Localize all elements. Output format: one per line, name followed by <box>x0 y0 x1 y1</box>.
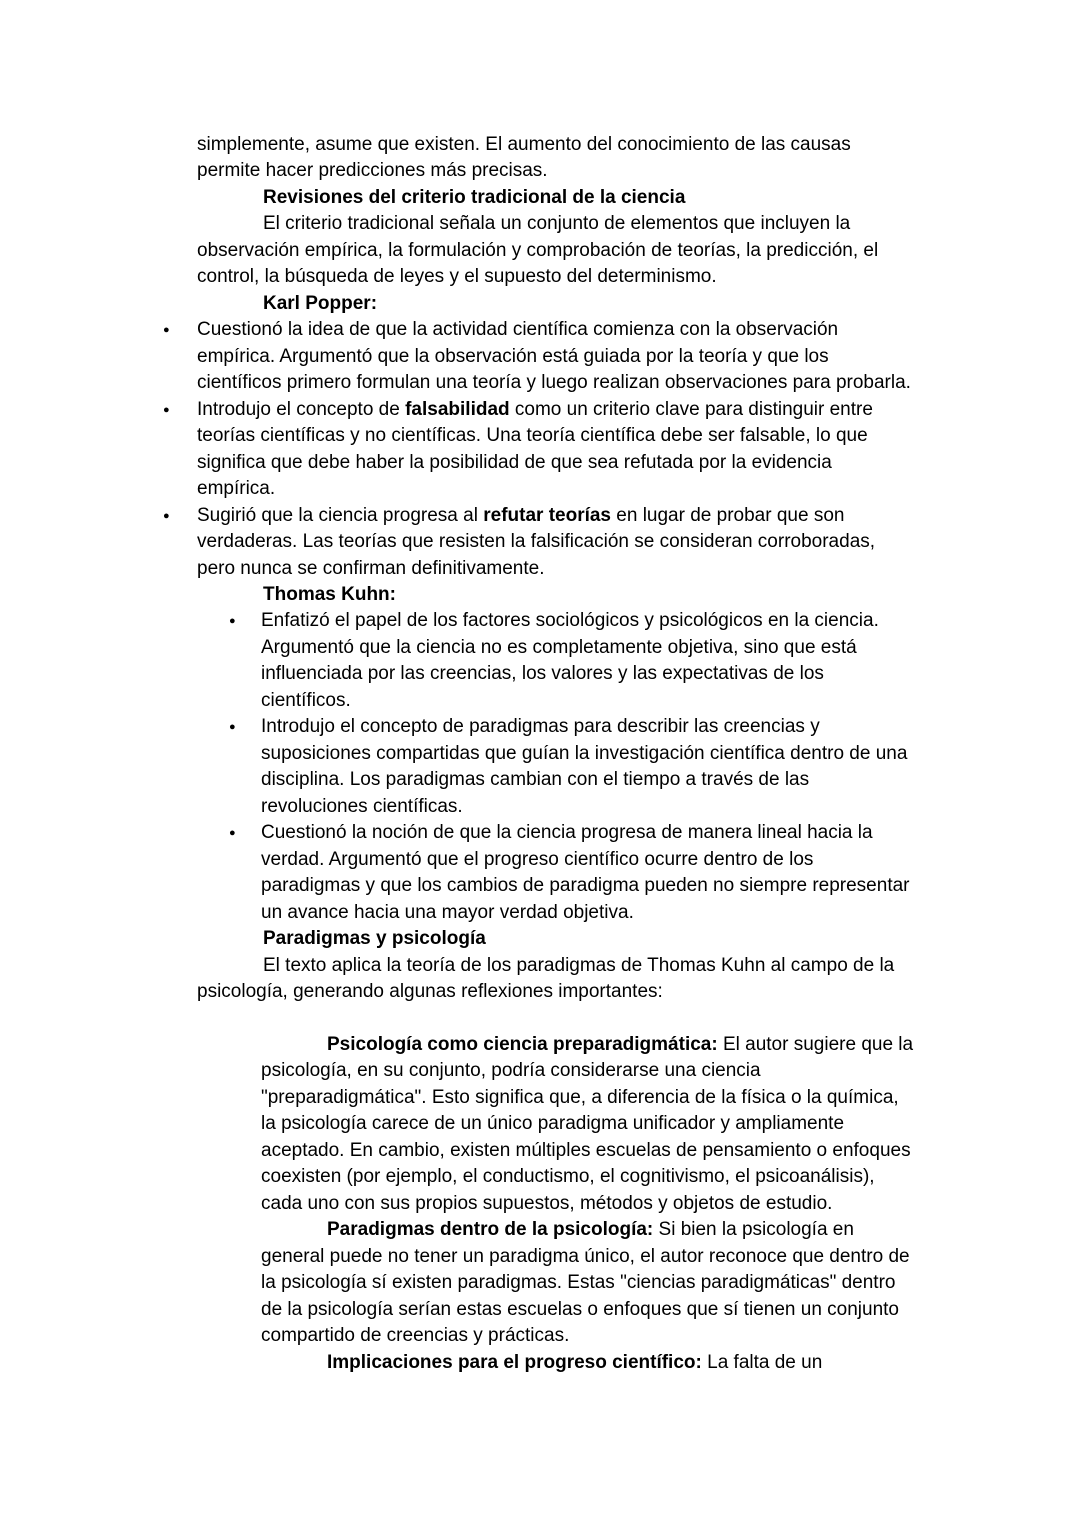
text-run: aceptado. En cambio, existen múltiples escuelas de pensamiento o enfoques <box>261 1139 911 1161</box>
text-line <box>0 476 1080 502</box>
text-run: psicología, en su conjunto, podría considerarse una ciencia <box>261 1060 761 1082</box>
paragraph <box>0 1217 1080 1349</box>
text-run: empírica. Argumentó que la observación está guiada por la teoría y que los <box>197 345 829 367</box>
text-line <box>0 264 1080 290</box>
text-run: teorías científicas y no científicas. Una teoría científica debe ser falsable, lo que <box>197 425 868 447</box>
text-line <box>0 238 1080 264</box>
text-run: suposiciones compartidas que guían la investigación científica dentro de una <box>261 742 908 764</box>
text-line <box>0 714 1080 740</box>
text-run: Argumentó que la ciencia no es completamente objetiva, sino que está <box>261 636 857 658</box>
document-content <box>0 132 1080 1376</box>
text-run: disciplina. Los paradigmas cambian con el tiempo a través de las <box>261 769 810 791</box>
bold-text-run: falsabilidad <box>405 398 510 420</box>
text-line <box>0 370 1080 396</box>
bullet-item <box>0 397 1080 503</box>
text-line <box>0 926 1080 952</box>
bullet-icon: ● <box>229 827 236 840</box>
text-line <box>0 503 1080 529</box>
paragraph <box>0 132 1080 185</box>
text-run: permite hacer predicciones más precisas. <box>197 160 548 182</box>
text-line <box>0 1323 1080 1349</box>
text-line <box>0 1244 1080 1270</box>
text-run: revoluciones científicas. <box>261 795 463 817</box>
text-run: la psicología sí existen paradigmas. Estas "ciencias paradigmáticas" dentro <box>261 1272 896 1294</box>
text-run: Introdujo el concepto de paradigmas para describir las creencias y <box>261 716 820 738</box>
text-run: significa que debe haber la posibilidad de que sea refutada por la evidencia <box>197 451 832 473</box>
text-line <box>0 1297 1080 1323</box>
text-run: El autor sugiere que la <box>717 1033 914 1055</box>
text-line <box>0 794 1080 820</box>
text-run: Cuestionó la noción de que la ciencia progresa de manera lineal hacia la <box>261 822 873 844</box>
text-run: verdaderas. Las teorías que resisten la falsificación se consideran corroboradas, <box>197 531 876 553</box>
text-line <box>0 767 1080 793</box>
bullet-icon: ● <box>163 403 170 416</box>
text-run: científicos. <box>261 689 351 711</box>
bold-text-run: Implicaciones para el progreso científico: <box>327 1351 702 1373</box>
text-run: Enfatizó el papel de los factores sociológicos y psicológicos en la ciencia. <box>261 610 879 632</box>
text-run: empírica. <box>197 478 276 500</box>
text-run: paradigmas y que los cambios de paradigma pueden no siempre representar <box>261 875 910 897</box>
text-line <box>0 1217 1080 1243</box>
bullet-item <box>0 503 1080 582</box>
text-line <box>0 185 1080 211</box>
text-run: Introdujo el concepto de <box>197 398 406 420</box>
text-line <box>0 344 1080 370</box>
text-line <box>0 635 1080 661</box>
blank-line <box>0 1005 1080 1031</box>
text-line <box>0 1191 1080 1217</box>
text-line <box>0 132 1080 158</box>
text-run: observación empírica, la formulación y comprobación de teorías, la predicción, el <box>197 239 879 261</box>
text-run: influenciada por las creencias, los valores y las expectativas de los <box>261 663 824 685</box>
text-line <box>0 661 1080 687</box>
paragraph <box>0 211 1080 290</box>
text-line <box>0 900 1080 926</box>
text-line <box>0 820 1080 846</box>
section-heading <box>0 926 1080 952</box>
bold-text-run: Paradigmas y psicología <box>263 928 486 950</box>
bullet-icon: ● <box>229 721 236 734</box>
text-run: como un criterio clave para distinguir entre <box>509 398 873 420</box>
bullet-icon: ● <box>163 324 170 337</box>
text-run: pero nunca se confirman definitivamente. <box>197 557 545 579</box>
bullet-item <box>0 317 1080 396</box>
paragraph <box>0 1350 1080 1376</box>
text-run: La falta de un <box>701 1351 823 1373</box>
bullet-icon: ● <box>163 509 170 522</box>
bold-text-run: Revisiones del criterio tradicional de la ciencia <box>263 186 686 208</box>
bullet-item <box>0 714 1080 820</box>
text-run: "preparadigmática". Esto significa que, a diferencia de la física o la química, <box>261 1086 899 1108</box>
bold-text-run: Karl Popper: <box>263 292 378 314</box>
text-run: control, la búsqueda de leyes y el supuesto del determinismo. <box>197 266 717 288</box>
text-line <box>0 1085 1080 1111</box>
text-run: coexisten (por ejemplo, el conductismo, el cognitivismo, el psicoanálisis), <box>261 1166 875 1188</box>
text-line <box>0 158 1080 184</box>
text-run: de la psicología serían estas escuelas o enfoques que sí tienen un conjunto <box>261 1298 899 1320</box>
text-run: El texto aplica la teoría de los paradigmas de Thomas Kuhn al campo de la <box>263 954 895 976</box>
text-line <box>0 529 1080 555</box>
text-line <box>0 1111 1080 1137</box>
text-run: cada uno con sus propios supuestos, métodos y objetos de estudio. <box>261 1192 833 1214</box>
text-run: científicos primero formulan una teoría y luego realizan observaciones para probarla. <box>197 372 911 394</box>
text-line <box>0 873 1080 899</box>
section-heading <box>0 185 1080 211</box>
section-heading <box>0 582 1080 608</box>
text-line <box>0 582 1080 608</box>
text-run: psicología, generando algunas reflexiones importantes: <box>197 981 663 1002</box>
text-line <box>0 423 1080 449</box>
bullet-icon: ● <box>229 615 236 628</box>
text-run: El criterio tradicional señala un conjunto de elementos que incluyen la <box>263 213 851 235</box>
text-run: Sugirió que la ciencia progresa al <box>197 504 484 526</box>
text-line <box>0 291 1080 317</box>
text-line <box>0 688 1080 714</box>
text-line <box>0 847 1080 873</box>
bold-text-run: Paradigmas dentro de la psicología: <box>327 1219 654 1241</box>
text-line <box>0 397 1080 423</box>
bold-text-run: Psicología como ciencia preparadigmática: <box>327 1033 718 1055</box>
text-line <box>0 556 1080 582</box>
text-run: un avance hacia una mayor verdad objetiva. <box>261 901 634 923</box>
text-run: Cuestionó la idea de que la actividad científica comienza con la observación <box>197 319 839 341</box>
text-line <box>0 608 1080 634</box>
text-line <box>0 450 1080 476</box>
text-line <box>0 1164 1080 1190</box>
text-line <box>0 1138 1080 1164</box>
text-line <box>0 1032 1080 1058</box>
bold-text-run: refutar teorías <box>483 504 612 526</box>
text-run: la psicología carece de un único paradigma unificador y ampliamente <box>261 1113 845 1135</box>
bold-text-run: Thomas Kuhn: <box>263 583 396 605</box>
text-run: Si bien la psicología en <box>653 1219 854 1241</box>
bullet-item <box>0 820 1080 926</box>
text-run: en lugar de probar que son <box>611 504 845 526</box>
bullet-item <box>0 608 1080 714</box>
text-run: general puede no tener un paradigma único, el autor reconoce que dentro de <box>261 1245 910 1267</box>
text-line <box>0 211 1080 237</box>
empty-line <box>0 1005 1080 1031</box>
text-run: simplemente, asume que existen. El aumento del conocimiento de las causas <box>197 134 851 155</box>
text-line <box>0 1058 1080 1084</box>
text-line <box>0 979 1080 1005</box>
paragraph <box>0 1032 1080 1217</box>
text-line <box>0 1270 1080 1296</box>
section-heading <box>0 291 1080 317</box>
text-line <box>0 953 1080 979</box>
text-line <box>0 741 1080 767</box>
text-run: compartido de creencias y prácticas. <box>261 1325 570 1347</box>
text-line <box>0 317 1080 343</box>
text-run: verdad. Argumentó que el progreso científico ocurre dentro de los <box>261 848 814 870</box>
text-line <box>0 1350 1080 1376</box>
paragraph <box>0 953 1080 1006</box>
